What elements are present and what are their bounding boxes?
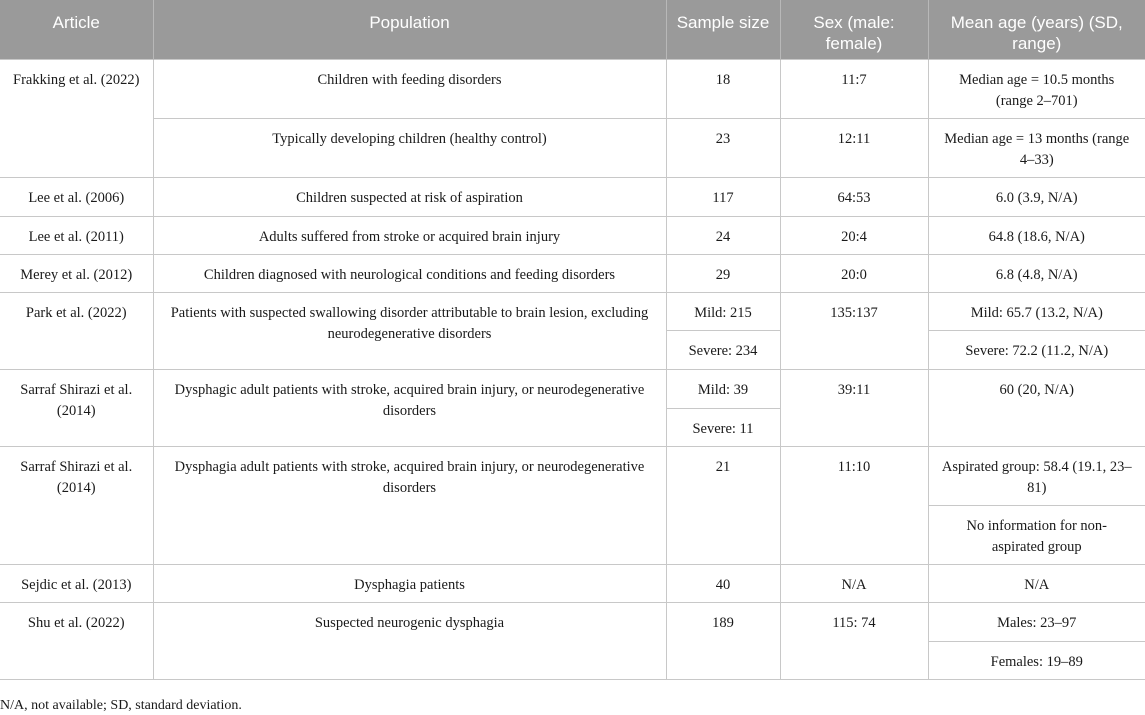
age-cell: Females: 19–89 (928, 641, 1145, 679)
table-row (0, 292, 1145, 330)
sample-cell: 117 (666, 177, 780, 216)
table-row (0, 254, 1145, 292)
header-population: Population (153, 0, 666, 59)
population-cell: Patients with suspected swallowing disorder attributable to brain lesion, excluding neurodegenerative disorders (153, 292, 666, 369)
table-row (0, 602, 1145, 641)
sex-cell: 115: 74 (780, 602, 928, 679)
age-cell: No information for non-aspirated group (928, 505, 1145, 564)
sample-cell: 29 (666, 254, 780, 292)
population-cell: Children with feeding disorders (153, 59, 666, 118)
article-cell: Sejdic et al. (2013) (0, 564, 153, 602)
header-mean-age: Mean age (years) (SD, range) (928, 0, 1145, 59)
sample-cell: Mild: 39 (666, 369, 780, 408)
sex-cell: 39:11 (780, 369, 928, 446)
article-cell: Lee et al. (2011) (0, 216, 153, 254)
population-cell: Dysphagic adult patients with stroke, acquired brain injury, or neurodegenerative disorders (153, 369, 666, 446)
sex-cell: 64:53 (780, 177, 928, 216)
age-cell: Severe: 72.2 (11.2, N/A) (928, 330, 1145, 369)
sample-cell: 21 (666, 446, 780, 564)
sex-cell: N/A (780, 564, 928, 602)
population-cell: Typically developing children (healthy control) (153, 118, 666, 177)
age-cell: Males: 23–97 (928, 602, 1145, 641)
header-article: Article (0, 0, 153, 59)
sex-cell: 11:7 (780, 59, 928, 118)
table-row (0, 118, 1145, 177)
table-row (0, 564, 1145, 602)
sex-cell: 135:137 (780, 292, 928, 369)
sex-cell: 20:0 (780, 254, 928, 292)
population-cell: Suspected neurogenic dysphagia (153, 602, 666, 679)
age-cell: N/A (928, 564, 1145, 602)
sample-cell: 189 (666, 602, 780, 679)
age-cell: 6.8 (4.8, N/A) (928, 254, 1145, 292)
age-cell: Median age = 13 months (range 4–33) (928, 118, 1145, 177)
age-cell: 64.8 (18.6, N/A) (928, 216, 1145, 254)
article-cell: Lee et al. (2006) (0, 177, 153, 216)
age-cell: Aspirated group: 58.4 (19.1, 23–81) (928, 446, 1145, 505)
table-row (0, 59, 1145, 118)
population-cell: Dysphagia patients (153, 564, 666, 602)
population-cell: Dysphagia adult patients with stroke, acquired brain injury, or neurodegenerative disorders (153, 446, 666, 564)
table-row (0, 369, 1145, 408)
age-cell: 6.0 (3.9, N/A) (928, 177, 1145, 216)
article-cell: Park et al. (2022) (0, 292, 153, 369)
article-cell: Sarraf Shirazi et al. (2014) (0, 369, 153, 446)
sex-cell: 12:11 (780, 118, 928, 177)
sample-cell: Severe: 11 (666, 408, 780, 446)
article-cell: Sarraf Shirazi et al. (2014) (0, 446, 153, 564)
population-cell: Children suspected at risk of aspiration (153, 177, 666, 216)
sample-cell: 18 (666, 59, 780, 118)
population-cell: Adults suffered from stroke or acquired brain injury (153, 216, 666, 254)
article-cell: Shu et al. (2022) (0, 602, 153, 679)
article-cell: Frakking et al. (2022) (0, 59, 153, 177)
age-cell: Median age = 10.5 months (range 2–701) (928, 59, 1145, 118)
sex-cell: 20:4 (780, 216, 928, 254)
sample-cell: Severe: 234 (666, 330, 780, 369)
table-footnote: N/A, not available; SD, standard deviation. (0, 698, 242, 713)
header-sample-size: Sample size (666, 0, 780, 59)
sample-cell: Mild: 215 (666, 292, 780, 330)
population-cell: Children diagnosed with neurological conditions and feeding disorders (153, 254, 666, 292)
header-sex: Sex (male: female) (780, 0, 928, 59)
table-row (0, 177, 1145, 216)
sex-cell: 11:10 (780, 446, 928, 564)
table-row (0, 446, 1145, 505)
header-row (0, 0, 1145, 59)
article-cell: Merey et al. (2012) (0, 254, 153, 292)
sample-cell: 23 (666, 118, 780, 177)
sample-cell: 24 (666, 216, 780, 254)
age-cell: 60 (20, N/A) (928, 369, 1145, 446)
age-cell: Mild: 65.7 (13.2, N/A) (928, 292, 1145, 330)
sample-cell: 40 (666, 564, 780, 602)
table-row (0, 216, 1145, 254)
